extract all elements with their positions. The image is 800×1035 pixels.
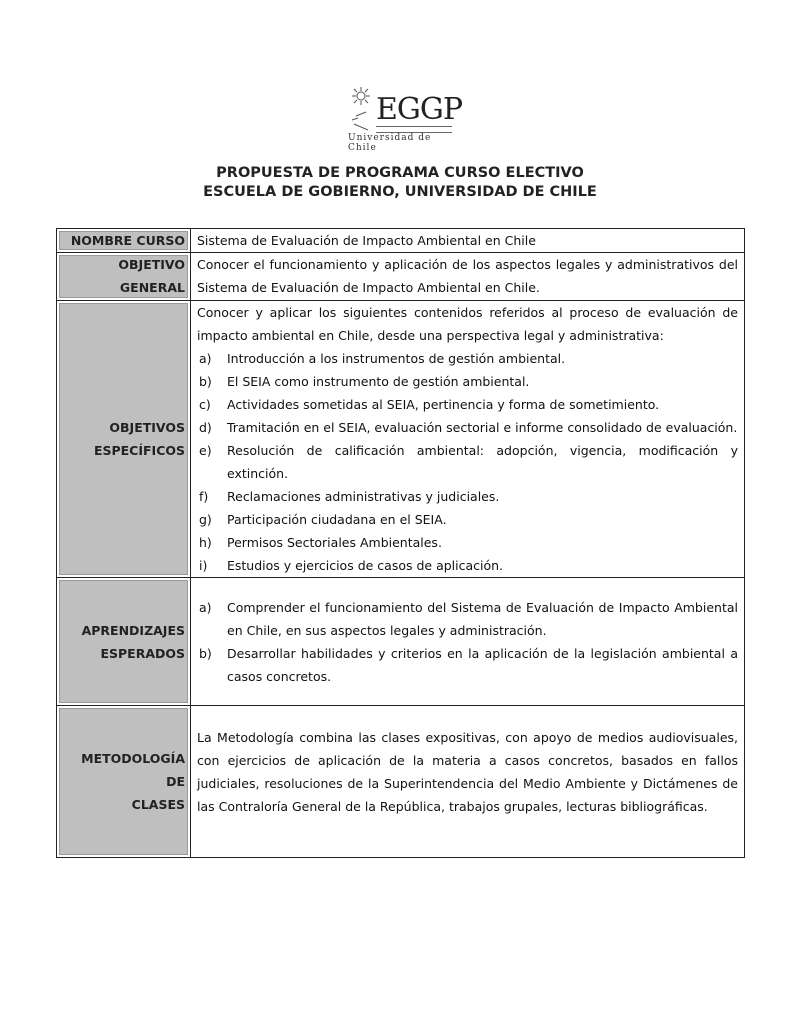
label-general [57,253,191,301]
row-aprendizajes [57,578,745,706]
list-item [197,531,738,554]
list-marker: a) [199,351,212,366]
list-item [197,439,738,485]
logo-rule [376,126,452,133]
list-marker: a) [199,599,212,615]
row-especificos [57,301,745,578]
list-item [197,347,738,370]
list-marker: b) [199,374,212,389]
label-line: OBJETIVOS [109,420,185,435]
list-text: Permisos Sectoriales Ambientales. [227,535,442,550]
row-general [57,253,745,301]
label-aprendizajes [57,578,191,706]
list-item [197,642,738,688]
list-text: Estudios y ejercicios de casos de aplicación. [227,558,504,573]
especificos-intro: Conocer y aplicar los siguientes contenidos referidos al proceso de evaluación de impacto ambiental en Chile, desde una perspectiva legal y administrativa: [197,305,738,343]
list-text: El SEIA como instrumento de gestión ambiental. [227,374,530,389]
list-text: Introducción a los instrumentos de gestión ambiental. [227,351,566,366]
aprendizajes-list [197,596,738,688]
label-line: ESPECÍFICOS [93,443,185,458]
list-marker: e) [199,443,212,458]
list-text: Actividades sometidas al SEIA, pertinencia y forma de sometimiento. [227,397,660,412]
list-item [197,370,738,393]
list-marker: b) [199,645,212,661]
label-line: CLASES [131,797,185,812]
list-marker: h) [199,535,212,550]
especificos-list [197,347,738,577]
row-metodologia [57,706,745,858]
list-text: Reclamaciones administrativas y judiciales. [227,489,500,504]
row-nombre [57,229,745,253]
label-line: ESPERADOS [100,645,185,661]
course-table [56,228,745,858]
list-marker: d) [199,420,212,435]
list-text: Resolución de calificación ambiental: adopción, vigencia, modificación y extinción. [227,443,738,481]
value-especificos [191,301,745,578]
value-metodologia: La Metodología combina las clases expositivas, con apoyo de medios audiovisuales, con ejercicios de aplicación de la materia a casos concretos, basados en fallos judiciales, resoluciones de la Superintendencia del Medio Ambiente y Dictámenes de las Contraloría General de la República, trabajos grupales, lecturas bibliográficas. [191,706,745,858]
label-metodologia [57,706,191,858]
list-item [197,508,738,531]
list-text: Desarrollar habilidades y criterios en la aplicación de la legislación ambiental a casos concretos. [227,645,738,684]
label-nombre: NOMBRE CURSO [57,229,191,253]
value-aprendizajes [191,578,745,706]
label-line: METODOLOGÍA DE [81,751,185,789]
university-seal-icon [348,86,374,132]
eggp-logo: EGGP Universidad de Chile [346,84,456,148]
list-item [197,596,738,642]
list-marker: i) [199,558,208,573]
page-title: PROPUESTA DE PROGRAMA CURSO ELECTIVO [216,165,584,181]
list-item [197,416,738,439]
list-marker: f) [199,489,209,504]
list-marker: g) [199,512,212,527]
list-item [197,485,738,508]
label-especificos [57,301,191,578]
list-text: Participación ciudadana en el SEIA. [227,512,447,527]
list-item [197,554,738,577]
list-text: Tramitación en el SEIA, evaluación sectorial e informe consolidado de evaluación. [227,420,738,435]
list-text: Comprender el funcionamiento del Sistema de Evaluación de Impacto Ambiental en Chile, en sus aspectos legales y administración. [227,599,738,638]
label-line: OBJETIVO [118,257,185,272]
value-nombre: Sistema de Evaluación de Impacto Ambiental en Chile [191,229,745,253]
page-subtitle: ESCUELA DE GOBIERNO, UNIVERSIDAD DE CHILE [203,184,597,200]
label-line: GENERAL [119,280,185,295]
label-line: APRENDIZAJES [81,622,185,638]
list-item [197,393,738,416]
list-marker: c) [199,397,211,412]
value-general: Conocer el funcionamiento y aplicación de los aspectos legales y administrativos del Sistema de Evaluación de Impacto Ambiental en Chile. [191,253,745,301]
